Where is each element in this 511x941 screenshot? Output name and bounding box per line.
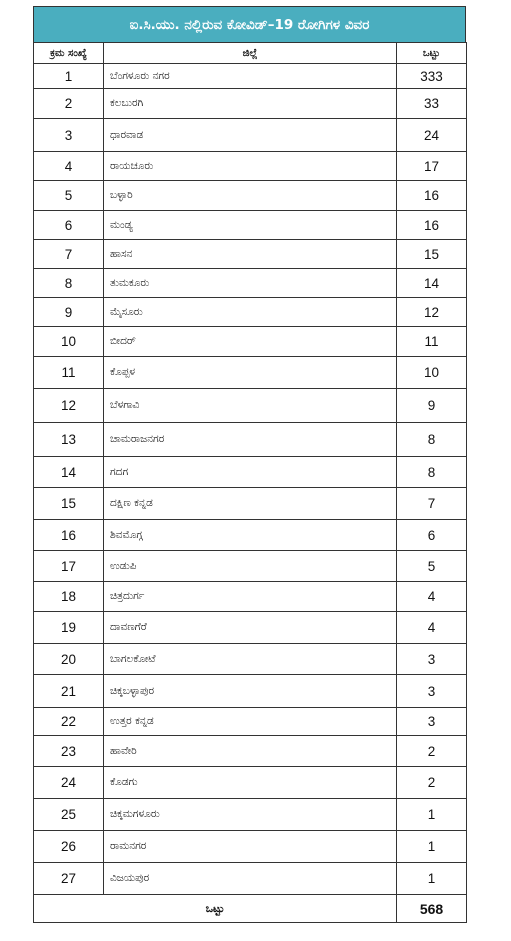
- table-row: [34, 89, 467, 119]
- column-header-serial: ಕ್ರಮ ಸಂಖ್ಯೆ: [34, 43, 104, 64]
- row-count: 16: [397, 181, 467, 211]
- table-row: [34, 298, 467, 327]
- column-header-district: ಜಿಲ್ಲೆ: [104, 43, 397, 64]
- row-district: ಕೊಪ್ಪಳ: [104, 357, 397, 389]
- table-row: [34, 644, 467, 675]
- row-district: ಕೊಡಗು: [104, 767, 397, 799]
- table-row: [34, 119, 467, 152]
- row-serial: 26: [34, 831, 104, 863]
- table-row: [34, 211, 467, 240]
- row-count: 2: [397, 736, 467, 767]
- table-row: [34, 389, 467, 423]
- row-count: 6: [397, 520, 467, 551]
- row-count: 24: [397, 119, 467, 152]
- row-serial: 21: [34, 675, 104, 708]
- row-district: ಚಾಮರಾಜನಗರ: [104, 423, 397, 457]
- row-district: ಚಿಕ್ಕಬಳ್ಳಾಪುರ: [104, 675, 397, 708]
- row-count: 11: [397, 327, 467, 357]
- table-row: [34, 488, 467, 520]
- row-count: 3: [397, 675, 467, 708]
- column-header-total: ಒಟ್ಟು: [397, 43, 467, 64]
- table-row: [34, 863, 467, 895]
- row-count: 7: [397, 488, 467, 520]
- row-serial: 12: [34, 389, 104, 423]
- row-serial: 6: [34, 211, 104, 240]
- row-district: ಬೀದರ್: [104, 327, 397, 357]
- row-serial: 1: [34, 64, 104, 89]
- row-count: 16: [397, 211, 467, 240]
- row-district: ವಿಜಯಪುರ: [104, 863, 397, 895]
- total-label: ಒಟ್ಟು: [34, 895, 397, 923]
- row-district: ಬಳ್ಳಾರಿ: [104, 181, 397, 211]
- row-district: ರಾಮನಗರ: [104, 831, 397, 863]
- row-serial: 16: [34, 520, 104, 551]
- total-row: [34, 895, 467, 923]
- row-serial: 24: [34, 767, 104, 799]
- row-count: 14: [397, 269, 467, 298]
- row-district: ದಕ್ಷಿಣ ಕನ್ನಡ: [104, 488, 397, 520]
- total-value: 568: [397, 895, 467, 923]
- row-serial: 20: [34, 644, 104, 675]
- report-title: ಐ.ಸಿ.ಯು. ನಲ್ಲಿರುವ ಕೋವಿಡ್–19 ರೋಗಿಗಳ ವಿವರ: [33, 6, 466, 42]
- table-row: [34, 708, 467, 736]
- row-serial: 10: [34, 327, 104, 357]
- row-serial: 14: [34, 457, 104, 488]
- row-district: ದಾವಣಗೆರೆ: [104, 612, 397, 644]
- table-row: [34, 423, 467, 457]
- row-count: 33: [397, 89, 467, 119]
- row-serial: 5: [34, 181, 104, 211]
- row-count: 2: [397, 767, 467, 799]
- table-row: [34, 767, 467, 799]
- row-district: ಬಾಗಲಕೋಟೆ: [104, 644, 397, 675]
- table-row: [34, 240, 467, 269]
- row-district: ತುಮಕೂರು: [104, 269, 397, 298]
- row-serial: 27: [34, 863, 104, 895]
- row-count: 8: [397, 423, 467, 457]
- row-serial: 7: [34, 240, 104, 269]
- row-district: ಉಡುಪಿ: [104, 551, 397, 582]
- table-row: [34, 181, 467, 211]
- table-row: [34, 357, 467, 389]
- row-district: ಚಿತ್ರದುರ್ಗ: [104, 582, 397, 612]
- row-serial: 17: [34, 551, 104, 582]
- table-row: [34, 551, 467, 582]
- row-serial: 4: [34, 152, 104, 181]
- table-row: [34, 327, 467, 357]
- row-district: ಉತ್ತರ ಕನ್ನಡ: [104, 708, 397, 736]
- table-row: [34, 152, 467, 181]
- row-count: 3: [397, 708, 467, 736]
- table-row: [34, 736, 467, 767]
- row-serial: 9: [34, 298, 104, 327]
- row-serial: 2: [34, 89, 104, 119]
- row-district: ಹಾಸನ: [104, 240, 397, 269]
- table-row: [34, 799, 467, 831]
- table-row: [34, 457, 467, 488]
- row-count: 1: [397, 863, 467, 895]
- row-district: ಧಾರವಾಡ: [104, 119, 397, 152]
- row-serial: 22: [34, 708, 104, 736]
- table-row: [34, 831, 467, 863]
- row-count: 10: [397, 357, 467, 389]
- table-row: [34, 612, 467, 644]
- row-serial: 19: [34, 612, 104, 644]
- row-count: 4: [397, 612, 467, 644]
- row-count: 3: [397, 644, 467, 675]
- table-row: [34, 269, 467, 298]
- row-district: ಗದಗ: [104, 457, 397, 488]
- table-header-row: [34, 43, 467, 64]
- row-district: ಹಾವೇರಿ: [104, 736, 397, 767]
- row-district: ಮೈಸೂರು: [104, 298, 397, 327]
- table-row: [34, 64, 467, 89]
- row-count: 12: [397, 298, 467, 327]
- row-count: 4: [397, 582, 467, 612]
- row-district: ರಾಯಚೂರು: [104, 152, 397, 181]
- icu-table: [33, 42, 467, 923]
- icu-report: [33, 6, 466, 923]
- row-district: ಚಿಕ್ಕಮಗಳೂರು: [104, 799, 397, 831]
- row-count: 17: [397, 152, 467, 181]
- row-count: 5: [397, 551, 467, 582]
- row-district: ಮಂಡ್ಯ: [104, 211, 397, 240]
- row-serial: 23: [34, 736, 104, 767]
- row-district: ಕಲಬುರಗಿ: [104, 89, 397, 119]
- row-district: ಬೆಂಗಳೂರು ನಗರ: [104, 64, 397, 89]
- row-count: 9: [397, 389, 467, 423]
- row-count: 1: [397, 831, 467, 863]
- table-row: [34, 520, 467, 551]
- row-count: 8: [397, 457, 467, 488]
- row-serial: 3: [34, 119, 104, 152]
- row-count: 333: [397, 64, 467, 89]
- row-district: ಬೆಳಗಾವಿ: [104, 389, 397, 423]
- row-serial: 11: [34, 357, 104, 389]
- table-row: [34, 675, 467, 708]
- row-serial: 15: [34, 488, 104, 520]
- row-serial: 25: [34, 799, 104, 831]
- row-count: 1: [397, 799, 467, 831]
- row-serial: 13: [34, 423, 104, 457]
- row-district: ಶಿವಮೊಗ್ಗ: [104, 520, 397, 551]
- row-count: 15: [397, 240, 467, 269]
- row-serial: 18: [34, 582, 104, 612]
- row-serial: 8: [34, 269, 104, 298]
- table-row: [34, 582, 467, 612]
